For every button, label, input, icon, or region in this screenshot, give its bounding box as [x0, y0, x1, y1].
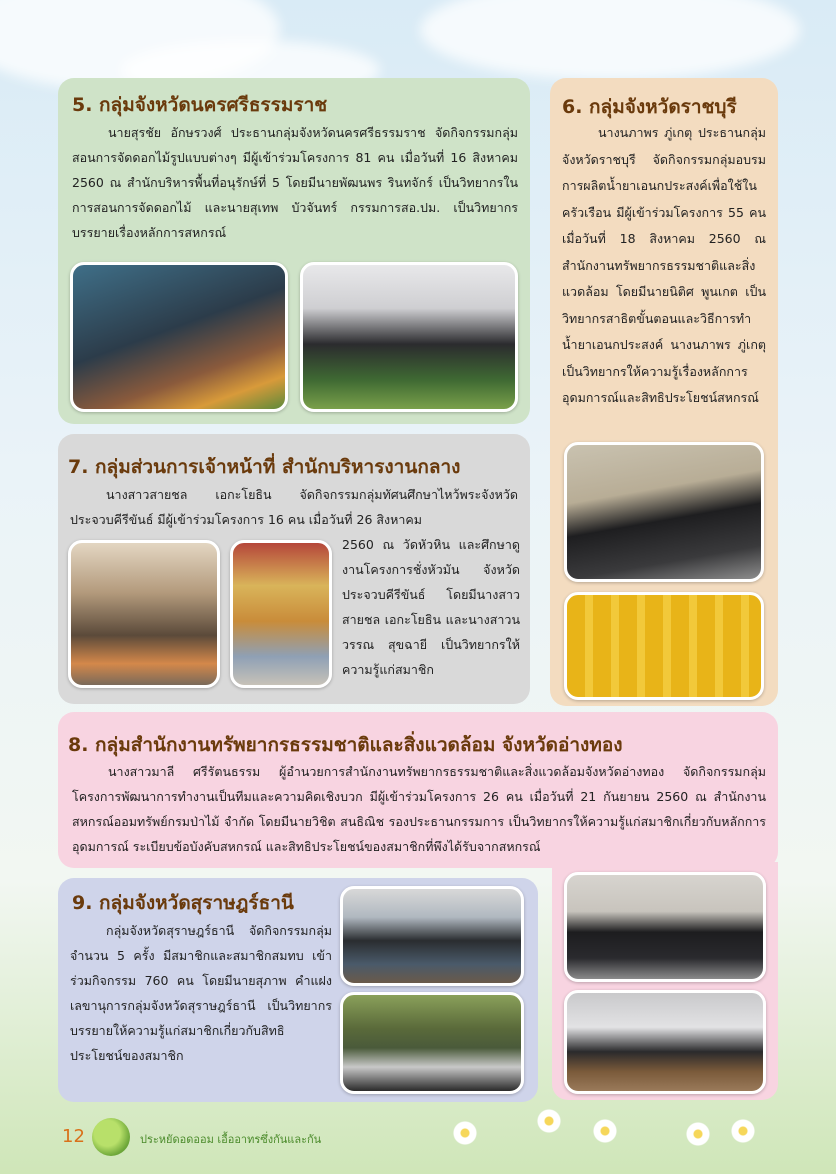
flower-decoration — [452, 1120, 478, 1146]
cleaning-liquid-demo-photo — [564, 442, 764, 582]
group-at-temple-photo — [230, 540, 332, 688]
section-5-card — [58, 78, 530, 424]
section-7-text-top: นางสาวสายชล เอกะโยธิน จัดกิจกรรมกลุ่มทัศนศึกษาไหว้พระจังหวัดประจวบคีรีขันธ์ มีผู้เข้าร่วมโครงการ 16 คน เมื่อวันที่ 26 สิงหาคม — [70, 487, 518, 527]
flower-decoration — [592, 1118, 618, 1144]
section-9-card — [58, 878, 538, 1102]
section-9-title: 9. กลุ่มจังหวัดสุราษฎร์ธานี — [72, 892, 294, 914]
section-7-text-side: 2560 ณ วัดหัวหิน และศึกษาดูงานโครงการชั่งหัวมัน จังหวัดประจวบคีรีขันธ์ โดยมีนางสาวสายชล เอกะโยธิน และนางสาวนวรรณ สุขฉายี เป็นวิทยากรให้ความรู้แก่สมาชิก — [342, 537, 520, 677]
group-award-photo — [564, 872, 766, 982]
section-5-text: นายสุรชัย อักษรวงศ์ ประธานกลุ่มจังหวัดนครศรีธรรมราช จัดกิจกรรมกลุ่มสอนการจัดดอกไม้รูปแบบต่างๆ มีผู้เข้าร่วมโครงการ 81 คน เมื่อวันที่ 16 สิงหาคม 2560 ณ สำนักบริหารพื้นที่อนุรักษ์ที่ 5 โดยมีนายพัฒนพร รินทจักร์ เป็นวิทยากรในการสอนการจัดดอกไม้ และนายสุเทพ บัวจันทร์ กรรมการสอ.ปม. เป็นวิทยากร บรรยายเรื่องหลักการสหกรณ์ — [72, 125, 518, 240]
temple-visit-photo — [68, 540, 220, 688]
section-8-text: นางสาวมาลี ศรีรัตนธรรม ผู้อำนวยการสำนักงานทรัพยากรธรรมชาติและสิ่งแวดล้อมจังหวัดอ่างทอง จัดกิจกรรมกลุ่มโครงการพัฒนาการทำงานเป็นทีมและความคิดเชิงบวก มีผู้เข้าร่วมโครงการ 26 คน เมื่อวันที่ 21 กันยายน 2560 ณ สำนักงานสหกรณ์ออมทรัพย์กรมป่าไม้ จำกัด โดยมีนายวิชิต สนธิณิช รองประธานกรรมการ เป็นวิทยากรให้ความรู้แก่สมาชิกเกี่ยวกับหลักการ อุดมการณ์ ระเบียบข้อบังคับสหกรณ์ และสิทธิประโยชน์ของสมาชิกที่พึงได้รับจากสหกรณ์ — [72, 764, 766, 854]
liquid-bottles-photo — [564, 592, 764, 700]
flower-arranging-photo — [300, 262, 518, 412]
flower-group-photo — [70, 262, 288, 412]
seminar-audience-photo — [340, 886, 524, 986]
section-5-title: 5. กลุ่มจังหวัดนครศรีธรรมราช — [72, 94, 328, 116]
flower-decoration — [730, 1118, 756, 1144]
background-cloud — [420, 0, 800, 80]
section-8-title: 8. กลุ่มสำนักงานทรัพยากรธรรมชาติและสิ่งแวดล้อม จังหวัดอ่างทอง — [68, 734, 623, 756]
meeting-room-photo — [564, 990, 766, 1094]
mascot-icon — [92, 1118, 130, 1156]
member-registration-photo — [340, 992, 524, 1094]
section-7-title: 7. กลุ่มส่วนการเจ้าหน้าที่ สำนักบริหารงานกลาง — [68, 456, 461, 478]
section-6-card — [550, 78, 778, 706]
section-8-photos-panel — [552, 862, 778, 1100]
section-9-text: กลุ่มจังหวัดสุราษฎร์ธานี จัดกิจกรรมกลุ่ม จำนวน 5 ครั้ง มีสมาชิกและสมาชิกสมทบ เข้าร่วมกิจกรรม 760 คน โดยมีนายสุภาพ คำแฝง เลขานุการกลุ่มจังหวัดสุราษฎร์ธานี เป็นวิทยากรบรรยายให้ความรู้แก่สมาชิกเกี่ยวกับสิทธิประโยชน์ของสมาชิก — [70, 923, 332, 1063]
flower-decoration — [532, 1104, 566, 1138]
section-6-text: นางนภาพร ภู่เกตุ ประธานกลุ่มจังหวัดราชบุรี จัดกิจกรรมกลุ่มอบรมการผลิตน้ำยาเอนกประสงค์เพื่อใช้ในครัวเรือน มีผู้เข้าร่วมโครงการ 55 คน เมื่อวันที่ 18 สิงหาคม 2560 ณ สำนักงานทรัพยากรธรรมชาติและสิ่งแวดล้อม โดยมีนายนิติศ พูนเกต เป็นวิทยากรสาธิตขั้นตอนและวิธีการทำน้ำยาเอนกประสงค์ นางนภาพร ภู่เกตุ เป็นวิทยากรให้ความรู้เรื่องหลักการ อุดมการณ์และสิทธิประโยชน์สหกรณ์ — [562, 125, 766, 405]
section-7-card — [58, 434, 530, 704]
flower-decoration — [680, 1116, 716, 1152]
section-8-card — [58, 712, 778, 868]
page-number: 12 — [62, 1126, 85, 1147]
section-6-title: 6. กลุ่มจังหวัดราชบุรี — [562, 96, 737, 118]
footer-slogan: ประหยัดอดออม เอื้ออาทรซึ่งกันและกัน — [140, 1133, 322, 1146]
